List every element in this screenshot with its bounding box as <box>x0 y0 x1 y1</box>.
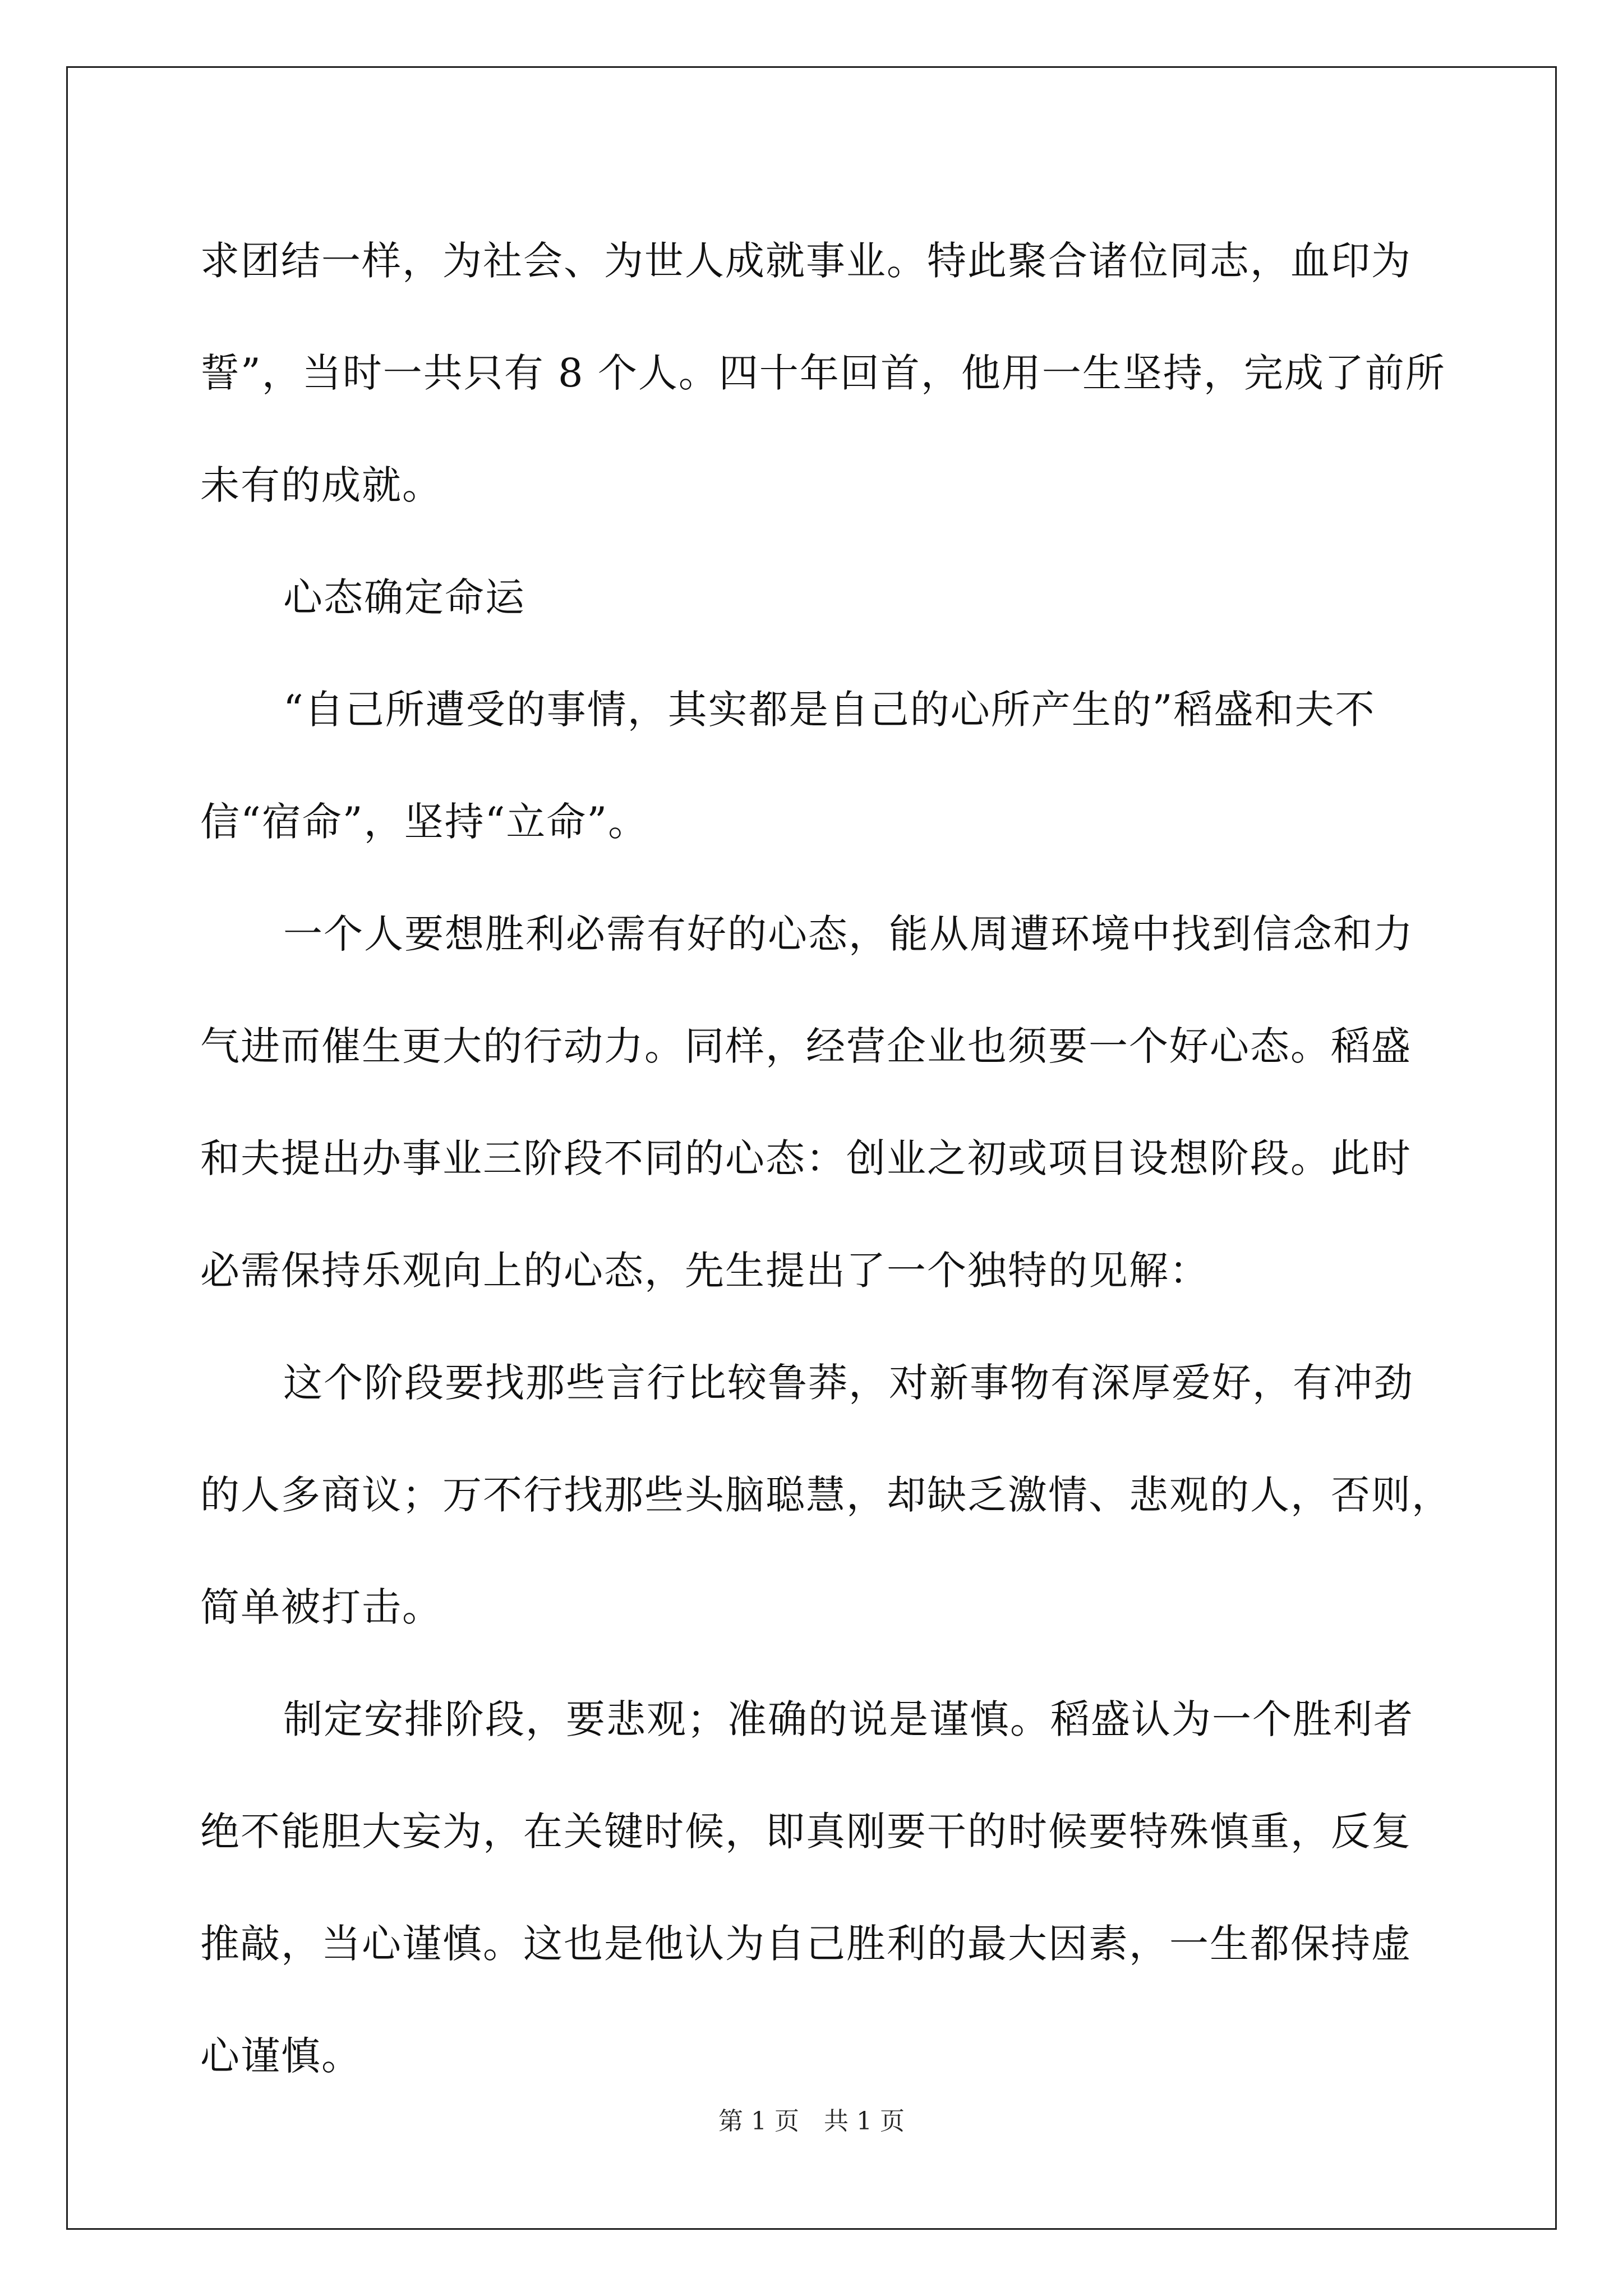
text-line: 制定安排阶段，要悲观；准确的说是谨慎。稻盛认为一个胜利者 <box>283 1696 1414 1742</box>
text-line: 简单被打击。 <box>200 1584 442 1630</box>
section-heading: 心态确定命运 <box>283 574 525 620</box>
text-line: 心谨慎。 <box>200 2033 362 2079</box>
text-line: 求团结一样，为社会、为世人成就事业。特此聚合诸位同志，血印为 <box>200 238 1412 284</box>
text-line: 推敲，当心谨慎。这也是他认为自己胜利的最大因素，一生都保持虚 <box>200 1921 1412 1967</box>
text-line: 必需保持乐观向上的心态，先生提出了一个独特的见解： <box>200 1248 1210 1294</box>
page-footer: 第 1 页 共 1 页 <box>718 2107 905 2136</box>
text-line: 和夫提出办事业三阶段不同的心态：创业之初或项目设想阶段。此时 <box>200 1135 1412 1181</box>
text-line: 信“宿命”，坚持“立命”。 <box>200 799 649 845</box>
text-line: 这个阶段要找那些言行比较鲁莽，对新事物有深厚爱好，有冲劲 <box>283 1360 1414 1406</box>
text-line: 的人多商议；万不行找那些头脑聪慧，却缺乏激情、悲观的人，否则， <box>200 1472 1452 1518</box>
text-line: 誓”，当时一共只有 8 个人。四十年回首，他用一生坚持，完成了前所 <box>200 350 1446 396</box>
text-line: 一个人要想胜利必需有好的心态，能从周遭环境中找到信念和力 <box>283 911 1414 957</box>
document-body <box>200 205 1452 2112</box>
text-line: “自己所遭受的事情，其实都是自己的心所产生的”稻盛和夫不 <box>283 687 1376 733</box>
text-line: 绝不能胆大妄为，在关键时候，即真刚要干的时候要特殊慎重，反复 <box>200 1809 1412 1855</box>
text-line: 气进而催生更大的行动力。同样，经营企业也须要一个好心态。稻盛 <box>200 1023 1412 1069</box>
text-line: 未有的成就。 <box>200 462 442 508</box>
